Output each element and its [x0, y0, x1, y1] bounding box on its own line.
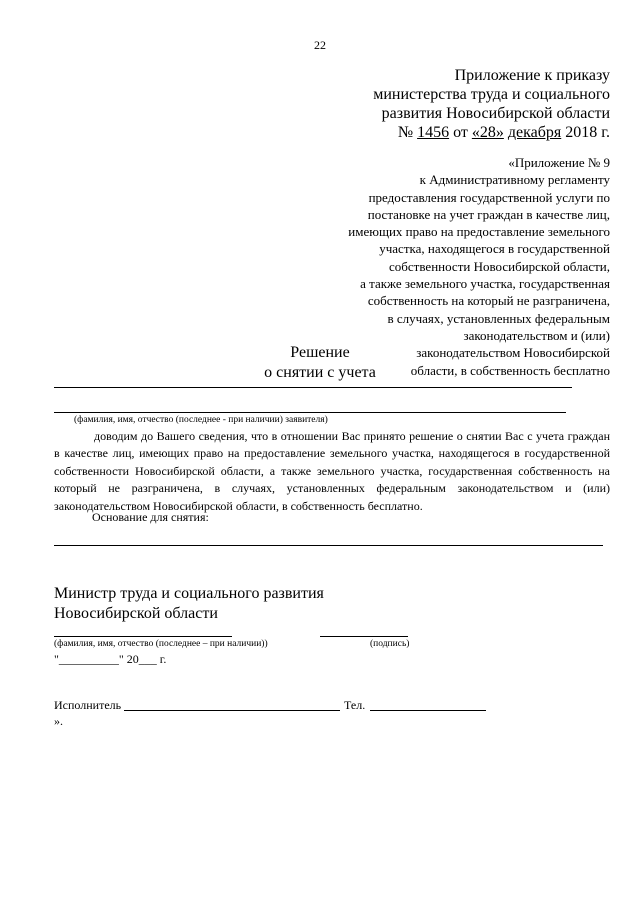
applicant-caption: (фамилия, имя, отчество (последнее - при наличии) заявителя): [74, 415, 328, 425]
header-line-1: Приложение к приказу: [454, 67, 610, 84]
decision-body: [54, 428, 610, 515]
order-month: декабря: [507, 124, 562, 141]
appendix-line: «Приложение № 9: [508, 155, 610, 170]
decision-subtitle: о снятии с учета: [264, 364, 376, 381]
appendix-line: к Административному регламенту: [419, 172, 610, 188]
applicant-line-1: [54, 387, 572, 388]
signature-caption: (подпись): [370, 639, 410, 649]
applicant-line-2: [54, 412, 566, 413]
appendix-line: а также земельного участка, государственная: [360, 276, 610, 292]
order-year: 2018 г.: [565, 124, 610, 141]
minister-line-2: Новосибирской области: [54, 605, 218, 622]
header-line-3: развития Новосибирской области: [381, 105, 610, 122]
appendix-line: предоставления государственной услуги по: [368, 189, 610, 205]
appendix-line: в случаях, установленных федеральным: [387, 310, 610, 326]
appendix-line: законодательством Новосибирской: [416, 345, 610, 361]
phone-label: Тел.: [344, 698, 366, 712]
appendix-line: участка, находящегося в государственной: [379, 241, 610, 257]
decision-body-paragraph: доводим до Вашего сведения, что в отношении Вас принято решение о снятии Вас с учета граждан в качестве лиц, имеющих право на предоставление земельного участка, находящегося в государственной собственности Новосибирской области, а также земельного участка, государственная собственность на который не разграничена, в случаях, установленных федеральным законодательством и (или) законодательством Новосибирской области, в собственность бесплатно.: [54, 429, 610, 513]
header-line-2: министерства труда и социального: [373, 86, 610, 103]
appendix-line: законодательством и (или): [463, 327, 610, 343]
minister-line-1: Министр труда и социального развития: [54, 585, 324, 602]
order-from: от: [453, 124, 468, 141]
order-appendix-header: [290, 66, 610, 142]
basis-line: [54, 545, 603, 546]
closing-mark: ».: [54, 714, 63, 728]
executor-label: Исполнитель: [54, 698, 122, 712]
decision-title: Решение: [290, 344, 350, 361]
order-day: «28»: [471, 124, 504, 141]
order-number-line: [290, 123, 610, 142]
appendix-line: собственность на который не разграничена,: [367, 293, 610, 309]
basis-label: Основание для снятия:: [92, 510, 209, 524]
order-prefix: №: [397, 124, 414, 141]
name-caption: (фамилия, имя, отчество (последнее – при наличии)): [54, 639, 268, 649]
appendix-line: собственности Новосибирской области,: [389, 258, 610, 274]
executor-line: [124, 710, 340, 711]
signature-line: [320, 636, 408, 637]
date-line: "__________" 20___ г.: [54, 652, 167, 666]
order-number: 1456: [417, 124, 450, 141]
phone-line: [370, 710, 486, 711]
minister-title: [54, 584, 324, 624]
appendix-line: имеющих право на предоставление земельного: [348, 224, 610, 240]
appendix-line: постановке на учет граждан в качестве лиц,: [367, 206, 610, 222]
appendix-line: области, в собственность бесплатно: [410, 362, 610, 378]
page-number: 22: [314, 38, 326, 52]
name-line: [54, 636, 232, 637]
